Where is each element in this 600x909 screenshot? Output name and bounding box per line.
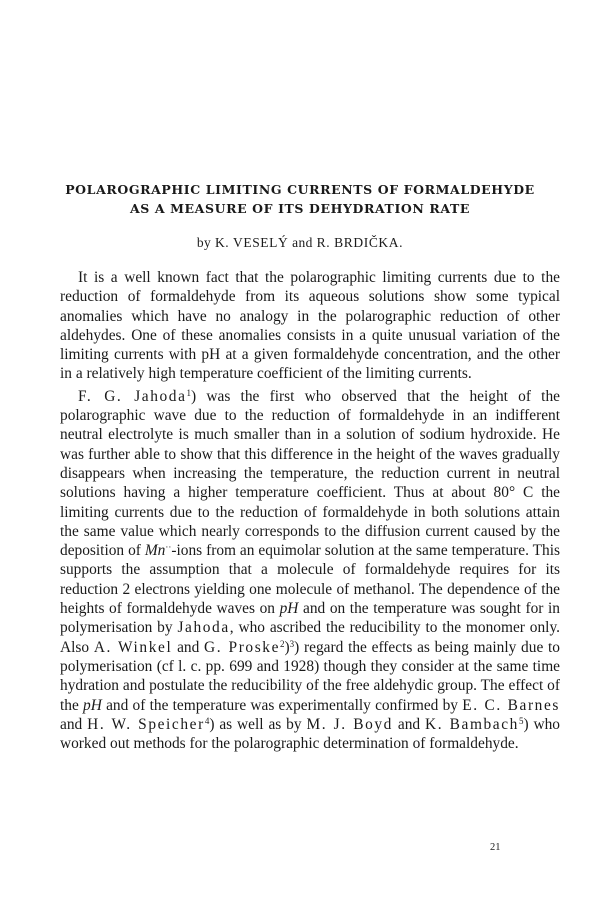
paragraph-2 xyxy=(60,387,560,754)
ph-term-2: pH xyxy=(83,696,102,714)
author-prefix: by xyxy=(196,235,212,250)
author-line xyxy=(60,235,540,251)
ph-term: pH xyxy=(279,600,299,618)
text-run: -ions from an equimolar solution at the same temperature. This supports the assumption that a molecule of formaldehyde requires for its reduction 2 electrons yielding one molecule of methanol. The dependence of the heights of formaldehyde waves on xyxy=(60,542,560,618)
text-run: and xyxy=(392,715,425,733)
title-line-1: POLAROGRAPHIC LIMITING CURRENTS OF FORMALDEHYDE xyxy=(65,182,535,197)
text-run: and xyxy=(172,638,205,656)
author-ref-boyd: M. J. Boyd xyxy=(306,715,393,733)
author-ref-proske: G. Proske xyxy=(204,638,281,656)
footnote-ref-1: 1 xyxy=(186,387,192,398)
author-1: K. VESELÝ xyxy=(214,235,289,250)
text-run: ) was the first who observed that the height of the polarographic wave due to the reduction of formaldehyde in an indifferent neutral electrolyte is much smaller than in a solution of sodium hydroxide. He was further able to show that this difference in the height of the waves gradually disappears when increasing the temperature, the reduction current in neutral solutions having a higher temperature coefficient. Thus at about 80° C the limiting currents due to the reduction of formaldehyde in both solutions attain the same value which nearly corresponds to the diffusion current caused by the deposition of xyxy=(60,387,560,560)
ion-charge: ·· xyxy=(165,542,172,553)
footnote-ref-2: 2 xyxy=(280,638,285,649)
text-run: and of the temperature was experimentally confirmed by xyxy=(101,696,463,714)
author-ref-winkel: A. Winkel xyxy=(93,638,173,656)
author-ref-barnes: E. C. Barnes xyxy=(462,696,560,714)
ion-symbol: Mn xyxy=(144,542,166,560)
text-run: ) xyxy=(284,638,290,656)
author-2: R. BRDIČKA. xyxy=(316,235,404,250)
author-connector: and xyxy=(292,235,313,250)
text-run: and on the temperature was sought for in polymerisation by xyxy=(60,600,560,637)
author-ref-speicher: H. W. Speicher xyxy=(87,715,205,733)
text-run: ) as well as by xyxy=(209,715,307,733)
footnote-ref-3: 3 xyxy=(289,638,295,649)
author-ref-jahoda: F. G. Jahoda xyxy=(78,387,187,405)
text-run: ) who worked out methods for the polarographic determination of formaldehyde. xyxy=(60,715,560,753)
title-line-2: AS A MEASURE OF ITS DEHYDRATION RATE xyxy=(129,201,471,216)
text-run: ) regard the effects as being mainly due to polymerisation (cf l. c. pp. 699 and 1928) though they consider at the same time hydration and postulate the reducibility of the free aldehydic group. The effect of the xyxy=(60,638,560,714)
author-ref-bambach: K. Bambach xyxy=(424,715,519,733)
footnote-ref-4: 4 xyxy=(204,715,210,726)
text-run: and xyxy=(60,715,88,733)
text-run: , who ascribed the reducibility to the monomer only. Also xyxy=(60,619,560,656)
article-body xyxy=(60,268,560,753)
paragraph-1: It is a well known fact that the polarographic limiting currents due to the reduction of formaldehyde from its aqueous solutions show some typical anomalies which have no analogy in the polarographic reduction of other aldehydes. One of these anomalies consists in a quite unusual variation of the limiting currents with pH at a given formaldehyde concentration, and the other in a relatively high temperature coefficient of the limiting currents. xyxy=(60,269,560,383)
author-ref-jahoda-2: Jahoda xyxy=(177,619,230,637)
page-number: 21 xyxy=(490,842,501,853)
footnote-ref-5: 5 xyxy=(518,715,524,726)
